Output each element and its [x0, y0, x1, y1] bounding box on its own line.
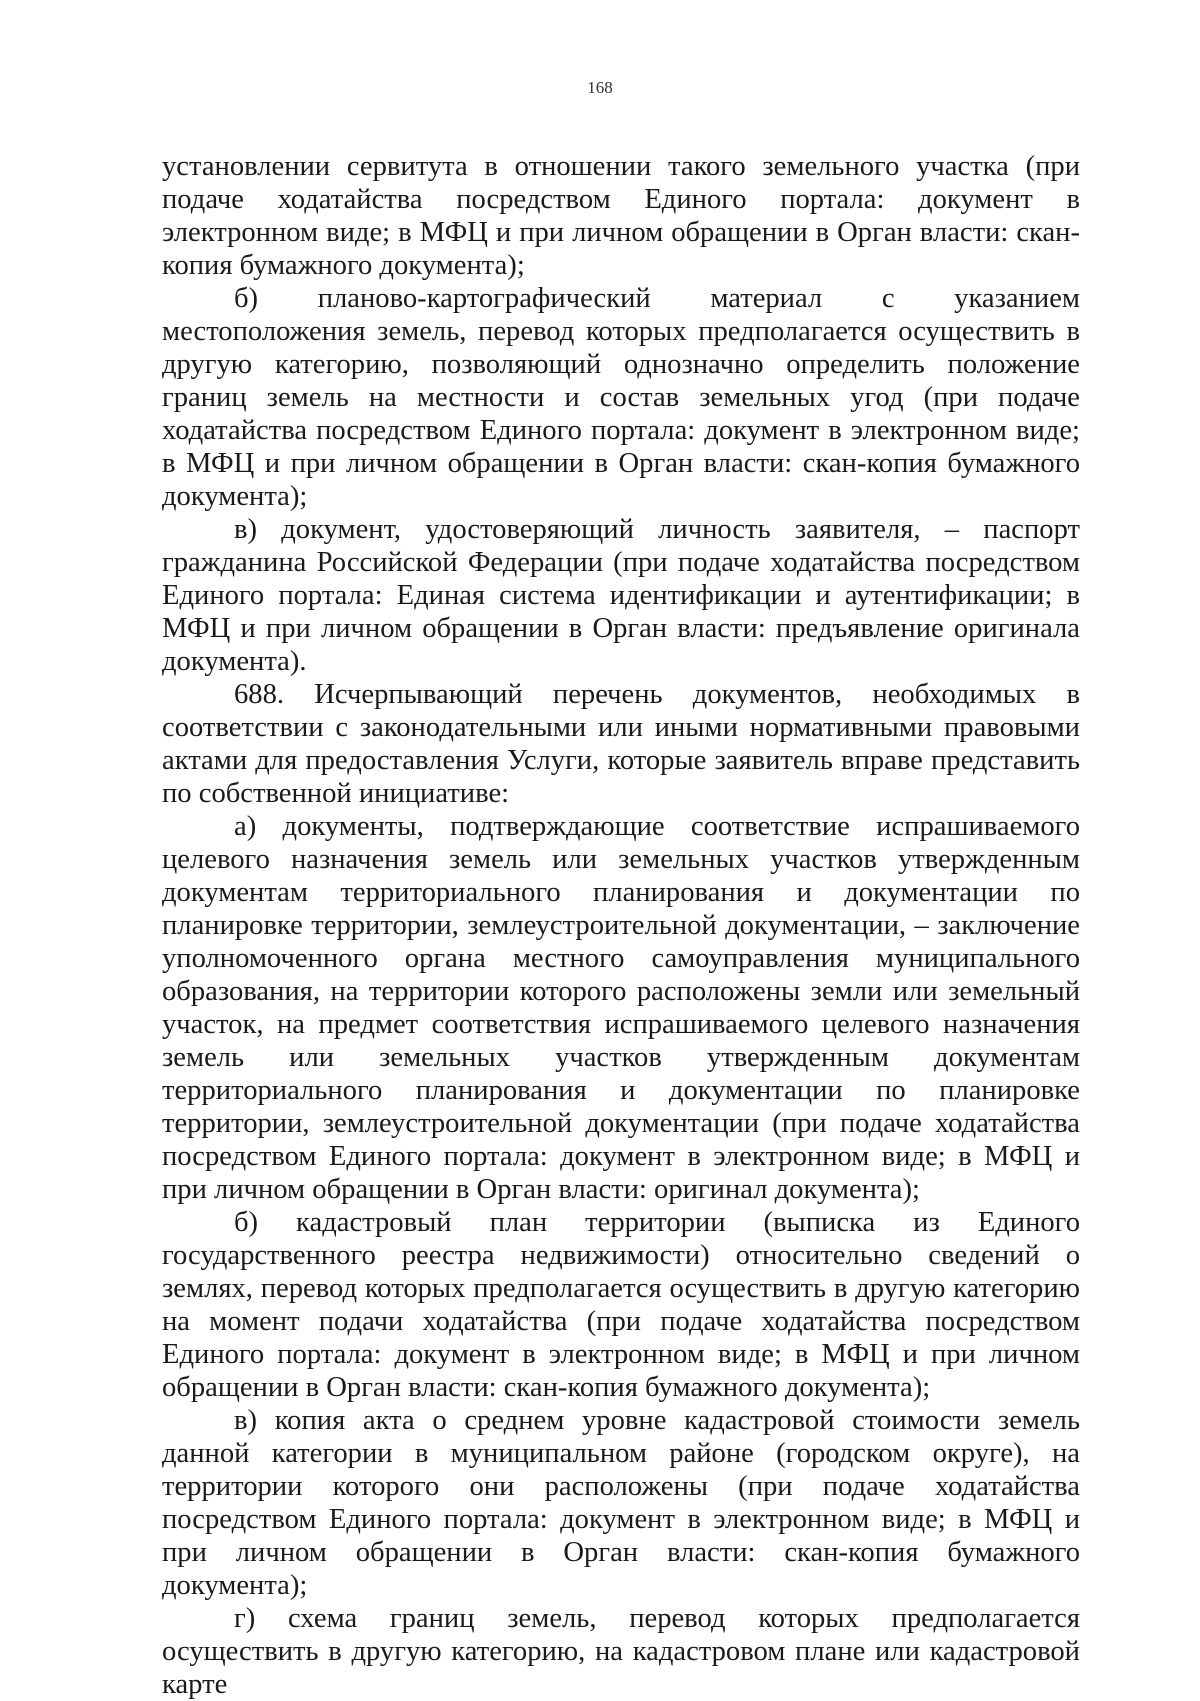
page-number: 168	[587, 78, 613, 97]
paragraph-item-v-2: в) копия акта о среднем уровне кадастровой стоимости земель данной категории в муниципальном районе (городском округе), на территории которого они расположены (при подаче ходатайства посредством Единого портала: документ в электронном виде; в МФЦ и при личном обращении в Орган власти: скан-копия бумажного документа);	[162, 1405, 1080, 1601]
paragraph-item-b-2: б) кадастровый план территории (выписка из Единого государственного реестра недвижимости) относительно сведений о землях, перевод которых предполагается осуществить в другую категорию на момент подачи ходатайства (при подаче ходатайства посредством Единого портала: документ в электронном виде; в МФЦ и при личном обращении в Орган власти: скан-копия бумажного документа);	[162, 1207, 1080, 1403]
paragraph-item-g: г) схема границ земель, перевод которых предполагается осуществить в другую категорию, на кадастровом плане или кадастровой карте	[162, 1603, 1080, 1700]
paragraph-688: 688. Исчерпывающий перечень документов, необходимых в соответствии с законодательными или иными нормативными правовыми актами для предоставления Услуги, которые заявитель вправе представить по собственной инициативе:	[162, 679, 1080, 809]
paragraph-continuation: установлении сервитута в отношении такого земельного участка (при подаче ходатайства посредством Единого портала: документ в электронном виде; в МФЦ и при личном обращении в Орган власти: скан-копия бумажного документа);	[162, 151, 1080, 281]
document-body	[162, 150, 1080, 1701]
paragraph-item-v: в) документ, удостоверяющий личность заявителя, – паспорт гражданина Российской Федерации (при подаче ходатайства посредством Единого портала: Единая система идентификации и аутентификации; в МФЦ и при личном обращении в Орган власти: предъявление оригинала документа).	[162, 514, 1080, 677]
paragraph-item-b: б) планово-картографический материал с указанием местоположения земель, перевод которых предполагается осуществить в другую категорию, позволяющий однозначно определить положение границ земель на местности и состав земельных угод (при подаче ходатайства посредством Единого портала: документ в электронном виде; в МФЦ и при личном обращении в Орган власти: скан-копия бумажного документа);	[162, 283, 1080, 512]
paragraph-item-a: а) документы, подтверждающие соответствие испрашиваемого целевого назначения земель или земельных участков утвержденным документам территориального планирования и документации по планировке территории, землеустроительной документации, – заключение уполномоченного органа местного самоуправления муниципального образования, на территории которого расположены земли или земельный участок, на предмет соответствия испрашиваемого целевого назначения земель или земельных участков утвержденным документам территориального планирования и документации по планировке территории, землеустроительной документации (при подаче ходатайства посредством Единого портала: документ в электронном виде; в МФЦ и при личном обращении в Орган власти: оригинал документа);	[162, 811, 1080, 1205]
